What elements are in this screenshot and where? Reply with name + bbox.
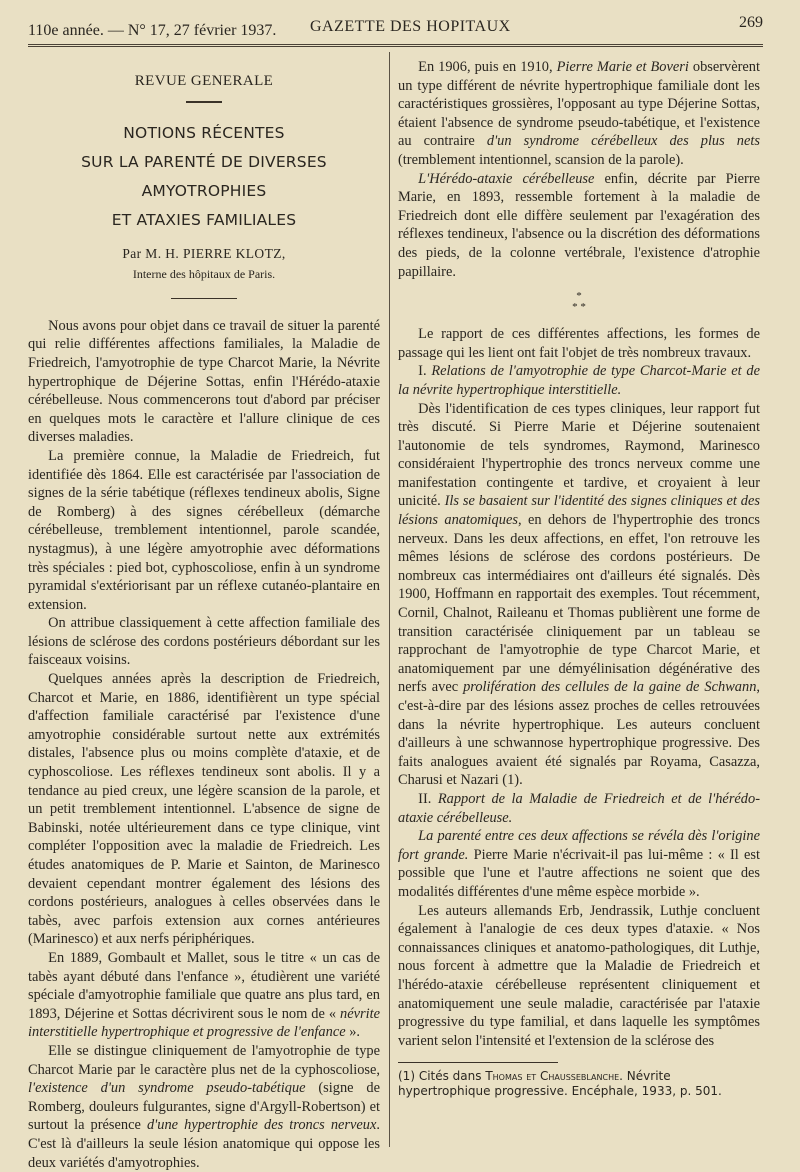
section-label: REVUE GENERALE <box>134 73 274 89</box>
text-run: (tremblement intentionnel, scansion de la parole). <box>398 151 684 168</box>
heading-number: II. <box>418 790 438 807</box>
text-run: . Névrite hypertrophique progressive. Encéphale, 1933, p. 501. <box>398 1069 722 1099</box>
left-column <box>28 58 380 1172</box>
paragraph-parente <box>398 827 760 901</box>
text-run: ». <box>345 1024 360 1041</box>
article-title-line-1: NOTIONS RÉCENTES <box>123 123 285 142</box>
text-run: , en dehors de l'hypertrophie des troncs nerveux. Dans les deux affections, en effet, l'on retrouve les mêmes lésions de sclérose des cordons postérieurs. De nombreux cas intermédiaires ont d'ailleurs été signalés. Dès 1900, Hoffmann en rapportait des exemples. Tout récemment, Cornil, Chalnot, Raileanu et Thomas publièrent une forme de transition caractérisée cliniquement par un tableau se rapprochant de l'amyotrophie de type Charcot Marie, et anatomiquement par une démyélinisation dégénérative des nerfs avec <box>398 512 760 696</box>
asterism <box>398 291 760 313</box>
text-run: En 1889, Gombault et Mallet, sous le titre « un cas de tabès ayant débuté dans l'enfance », étudièrent une variété spéciale d'amyotrophie familiale que quatre ans plus tard, en 1893, Déjerine et Sottas décrivirent sous le nom de « <box>28 949 380 1022</box>
journal-title: GAZETTE DES HOPITAUX <box>310 18 511 35</box>
italic-run: névrite interstitielle hypertrophique et progressive de l'enfance <box>28 1005 380 1041</box>
paragraph-intro: Nous avons pour objet dans ce travail de situer la parenté qui relie différentes affections familiales, la Maladie de Friedreich, l'amyotrophie de type Charcot Marie, la Névrite hypertrophique de Déjerine Sottas, enfin l'Hérédo-ataxie cérébelleuse. Nous commencerons tout d'abord par préciser en quelques mots le caractère et l'allure clinique de ces diverses maladies. <box>28 317 380 446</box>
article-title-line-3: ET ATAXIES FAMILIALES <box>111 210 297 229</box>
italic-run: Pierre Marie et Boveri <box>556 59 689 75</box>
small-caps-run: Thomas et Chausseblanche <box>485 1069 620 1084</box>
italic-run: La parenté entre ces deux affections se révéla dès l'origine fort grande. <box>398 828 760 863</box>
footnote <box>398 1069 760 1099</box>
text-run: enfin, décrite par Pierre Marie, en 1893, ressemble fortement à la maladie de Friedreich dont elle diffère seulement par l'exagération des réflexes tendineux, l'absence ou la discrétion des déformations des pieds, de la colonne vertébrale, l'existence d'atrophie papillaire. <box>398 170 761 280</box>
issue-line: 110e année. — N° 17, 27 février 1937. <box>28 22 277 39</box>
paragraph-charcot-marie: Quelques années après la description de Friedreich, Charcot et Marie, en 1886, identifièrent un type spécial d'affection familiale caractérisé par l'existence d'une amyotrophie considérable surtout nette aux extrémités distales, l'absence plus ou moins complète d'ataxie, et de cyphoscoliose. Les réflexes tendineux sont abolis. Il y a tendance au pied creux, une légère scansion de la parole, et un petit tremblement intentionnel. L'absence de signe de Babinski, notée ultérieurement dans ce type clinique, vint compléter l'opposition avec la maladie de Friedreich. Les études anatomiques de P. Marie et Sainton, de Marinesco devaient cependant montrer également des lésions des cordons postérieurs, analogues à celles observées dans le tabès, avec parfois extension aux cornes antérieures (Marinesco) et aux nerfs périphériques. <box>28 671 380 948</box>
paragraph-lesions: On attribue classiquement à cette affection familiale des lésions de sclérose des cordons postérieurs débordant sur les faisceaux voisins. <box>28 615 380 669</box>
text-run: Pierre Marie n'écrivait-il pas lui-même : « Il est possible que l'une et l'autre affections ne soient que des modalités différentes d'une même espèce morbide ». <box>398 846 760 900</box>
paragraph-auteurs-allemands: Les auteurs allemands Erb, Jendrassik, Luthje concluent également à l'analogie de ces deux types d'ataxie. « Nos connaissances cliniques et anatomo-pathologiques, dit Luthje, nous forcent à admettre que la Maladie de Friedreich et l'hérédo-ataxie cérébelleuse représentent cliniquement et anatomiquement une seule maladie, caractérisée par l'ataxie progressive du type familial, et dans laquelle les symptômes varient selon l'intensité et l'extension de la sclérose des <box>398 902 760 1049</box>
paragraph-marie-boveri <box>398 58 760 170</box>
page-number: 269 <box>739 14 763 31</box>
right-column <box>398 58 760 1099</box>
article-title-line-2: SUR LA PARENTÉ DE DIVERSES AMYOTROPHIES <box>81 152 327 200</box>
paragraph-rapport: Le rapport de ces différentes affections, les formes de passage qui les lient ont fait l'objet de très nombreux travaux. <box>398 326 760 361</box>
paragraph-gombault-mallet <box>28 949 380 1042</box>
column-divider <box>389 52 390 1147</box>
paragraph-distinction <box>28 1042 380 1172</box>
text-run: Dès l'identification de ces types cliniques, leur rapport fut très discuté. Si Pierre Marie et Déjerine soutenaient l'autonomie de tels syndromes, Raymond, Marinesco considéraient l'hypertrophie des troncs nerveux comme une manifestation contingente et tardive, et croyaient à leur unicité. <box>398 400 760 510</box>
italic-run: l'existence d'un syndrome pseudo-tabétique <box>28 1080 306 1097</box>
heading-section-1 <box>398 362 760 399</box>
text-run: (1) Cités dans <box>398 1069 486 1084</box>
title-rule <box>171 298 237 299</box>
running-header <box>28 14 763 47</box>
text-run: (signe de Romberg, douleurs fulgurantes, signe d'Argyll-Robertson) et surtout la présence <box>28 1080 380 1134</box>
italic-run: L'Hérédo-ataxie cérébelleuse <box>418 170 595 187</box>
heading-section-2 <box>398 790 760 827</box>
section-rule <box>186 101 222 103</box>
heading-number: I. <box>418 363 432 380</box>
paragraph-friedreich: La première connue, la Maladie de Friedreich, fut identifiée dès 1864. Elle est caractérisée par l'association de signes de la série tabétique (réflexes tendineux abolis, Signe de Romberg) à des signes cérébelleux (démarche cérébelleuse, tremblement intentionnel, parole scandée, nystagmus), à une légère amyotrophie avec déformations très spéciales : pied bot, cyphoscoliose, enfin à un syndrome pyramidal s'extériorisant par un réflexe cutanéo-plantaire en extension. <box>28 447 380 613</box>
author-line: Par M. H. PIERRE KLOTZ, <box>122 245 286 261</box>
text-run: observèrent un type différent de névrite hypertrophique familiale dont les caractéristiques grossières, l'opposant au type Déjerine Sottas, étaient l'absence de syndrome pseudo-tabétique, et l'existence au contraire <box>398 59 760 150</box>
italic-run: prolifération des cellules de la gaine de Schwann <box>463 679 757 696</box>
text-run: Elle se distingue cliniquement de l'amyotrophie de type Charcot Marie par le caractère plus net de la cyphoscoliose, <box>28 1042 380 1078</box>
heading-text: Rapport de la Maladie de Friedreich et de l'hérédo-ataxie cérébelleuse. <box>398 790 760 826</box>
text-run: En 1906, puis en 1910, <box>418 59 557 75</box>
asterism-top-star: * <box>576 290 582 303</box>
italic-run: Ils se basaient sur l'identité des signes cliniques et des lésions anatomiques <box>398 493 760 529</box>
text-run: , c'est-à-dire par des lésions assez proches de celles retrouvées dans la névrite hypertrophique. Les auteurs concluent d'ailleurs à une schwannose hypertrophique progressive. Des faits analogues avaient été signalés par Royama, Casazza, Charusi et Nazari (1). <box>398 679 760 789</box>
italic-run: d'une hypertrophie des troncs nerveux <box>146 1117 377 1134</box>
paragraph-identification <box>398 400 760 790</box>
text-run: . C'est là d'ailleurs la seule lésion anatomique qui oppose les deux variétés d'amyotrophies. <box>28 1117 380 1171</box>
paragraph-heredo-ataxie <box>398 170 760 282</box>
footnote-rule <box>398 1062 558 1063</box>
asterism-bottom-stars: * * <box>572 301 586 314</box>
heading-text: Relations de l'amyotrophie de type Charcot-Marie et de la névrite hypertrophique interstitielle. <box>398 363 760 398</box>
italic-run: d'un syndrome cérébelleux des plus nets <box>486 133 760 150</box>
author-affiliation: Interne des hôpitaux de Paris. <box>132 267 276 282</box>
